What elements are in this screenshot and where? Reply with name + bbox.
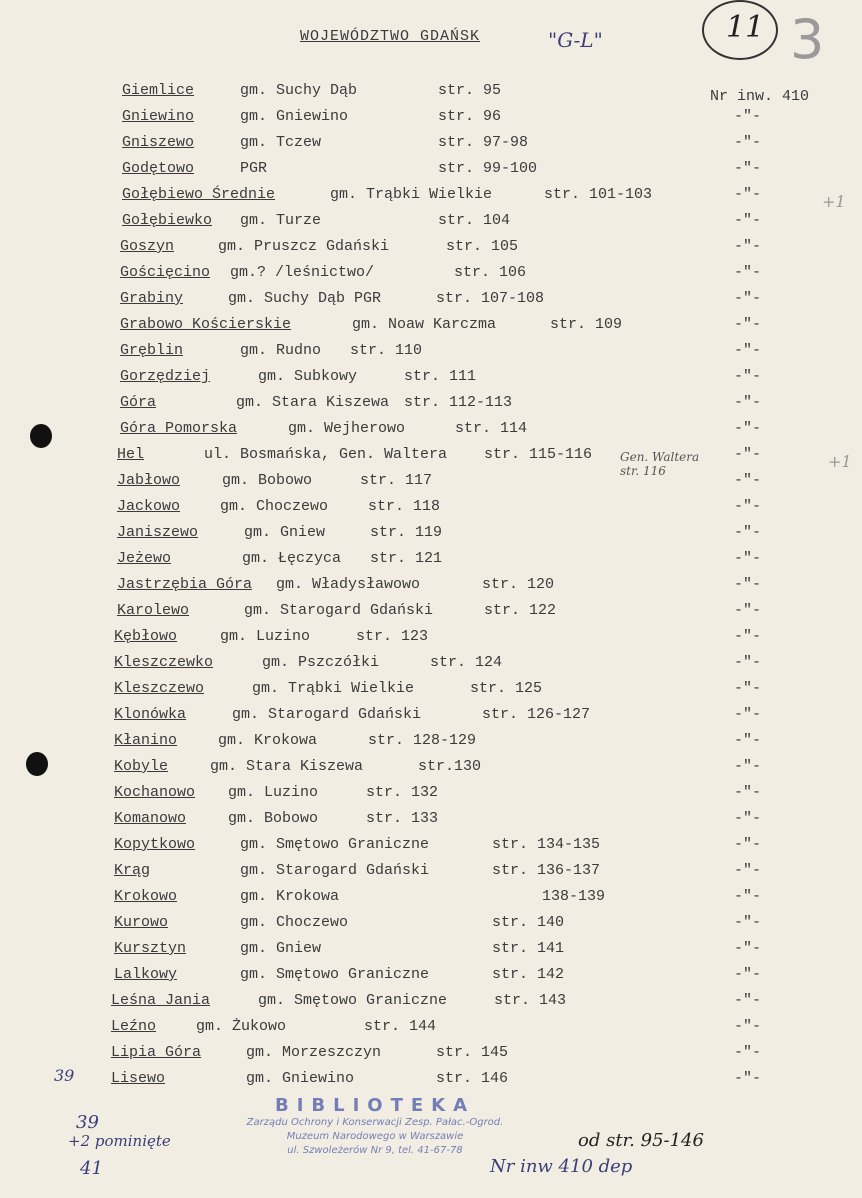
ditto-mark: -"-: [734, 498, 762, 515]
gmina: gm. Rudno: [240, 342, 322, 359]
page-ref: str. 128-129: [368, 732, 477, 749]
gmina: gm. Stara Kiszewa: [210, 758, 364, 775]
page-ref: 138-139: [542, 888, 606, 905]
ditto-mark: -"-: [734, 940, 762, 957]
gmina: gm. Pszczółki: [262, 654, 380, 671]
count-c: 41: [80, 1158, 103, 1179]
page-ref: str. 119: [370, 524, 443, 541]
page-ref: str. 106: [454, 264, 527, 281]
page-ref: str. 118: [368, 498, 441, 515]
list-item: [0, 680, 862, 706]
ditto-mark: -"-: [734, 914, 762, 931]
list-item: [0, 316, 862, 342]
place-name: Góra: [120, 394, 157, 411]
gmina: gm. Stara Kiszewa: [236, 394, 390, 411]
place-name: Krokowo: [114, 888, 178, 905]
gmina: gm. Łęczyca: [242, 550, 342, 567]
place-name: Gołębiewko: [122, 212, 213, 229]
ditto-mark: -"-: [734, 836, 762, 853]
page-ref: str. 123: [356, 628, 429, 645]
ditto-mark: -"-: [734, 758, 762, 775]
gmina: gm. Luzino: [220, 628, 311, 645]
ditto-mark: -"-: [734, 550, 762, 567]
ditto-mark: -"-: [734, 602, 762, 619]
page-ref: str. 111: [404, 368, 477, 385]
page-ref: str. 145: [436, 1044, 509, 1061]
list-item: [0, 940, 862, 966]
gmina: gm. Starogard Gdański: [240, 862, 430, 879]
list-item: [0, 238, 862, 264]
list-item: [0, 498, 862, 524]
place-name: Lisewo: [111, 1070, 166, 1087]
ditto-mark: -"-: [734, 732, 762, 749]
list-item: [0, 888, 862, 914]
place-name: Grabowo Kościerskie: [120, 316, 292, 333]
page-ref: str. 112-113: [404, 394, 513, 411]
page-ref: str. 144: [364, 1018, 437, 1035]
gmina: gm. Bobowo: [228, 810, 319, 827]
page-ref: str. 115-116: [484, 446, 593, 463]
gmina: gm. Trąbki Wielkie: [252, 680, 415, 697]
punch-hole: [26, 752, 48, 776]
place-name: Kursztyn: [114, 940, 187, 957]
circled-number: 11: [726, 10, 765, 45]
ditto-mark: -"-: [734, 862, 762, 879]
list-item: [0, 706, 862, 732]
count-a: 39: [76, 1112, 99, 1133]
list-item: [0, 212, 862, 238]
gmina: gm. Starogard Gdański: [232, 706, 422, 723]
place-name: Grabiny: [120, 290, 184, 307]
page-ref: str. 105: [446, 238, 519, 255]
page-ref: str. 99-100: [438, 160, 538, 177]
page-ref: str. 107-108: [436, 290, 545, 307]
ditto-mark: -"-: [734, 472, 762, 489]
ditto-mark: -"-: [734, 1044, 762, 1061]
page-ref: str. 114: [455, 420, 528, 437]
ditto-mark: -"-: [734, 654, 762, 671]
page-ref: str. 122: [484, 602, 557, 619]
gmina: gm. Władysławowo: [276, 576, 421, 593]
gmina: gm. Noaw Karczma: [352, 316, 497, 333]
place-name: Kochanowo: [114, 784, 196, 801]
stamp-line: Muzeum Narodowego w Warszawie: [286, 1131, 464, 1142]
place-name: Lipia Góra: [111, 1044, 202, 1061]
place-name: Krąg: [114, 862, 151, 879]
place-name: Gorzędziej: [120, 368, 211, 385]
list-item: [0, 1044, 862, 1070]
margin-count: 39: [54, 1066, 75, 1085]
gmina: gm. Choczewo: [220, 498, 329, 515]
page-ref: str.130: [418, 758, 482, 775]
page-title: [300, 28, 480, 45]
stamp-line: ul. Szwoleżerów Nr 9, tel. 41-67-78: [287, 1145, 463, 1156]
ditto-mark: -"-: [734, 992, 762, 1009]
place-name: Kleszczewo: [114, 680, 205, 697]
gmina: gm. Trąbki Wielkie: [330, 186, 493, 203]
ditto-mark: -"-: [734, 1070, 762, 1087]
list-item: [0, 264, 862, 290]
page-ref: str. 133: [366, 810, 439, 827]
gmina: gm. Subkowy: [258, 368, 358, 385]
margin-plus-one: +1: [828, 452, 852, 471]
page-ref: str. 134-135: [492, 836, 601, 853]
gmina: gm. Żukowo: [196, 1018, 287, 1035]
list-item: [0, 472, 862, 498]
ditto-mark: -"-: [734, 212, 762, 229]
page-ref: str. 101-103: [544, 186, 653, 203]
list-item: [0, 342, 862, 368]
page-ref: str. 96: [438, 108, 502, 125]
list-item: [0, 602, 862, 628]
page-ref: str. 124: [430, 654, 503, 671]
gmina: gm. Gniew: [240, 940, 322, 957]
place-name: Giemlice: [122, 82, 195, 99]
list-item: [0, 420, 862, 446]
page-ref: str. 95: [438, 82, 502, 99]
gmina: gm. Krokowa: [218, 732, 318, 749]
gmina: gm. Turze: [240, 212, 322, 229]
list-item: [0, 1018, 862, 1044]
list-item: [0, 550, 862, 576]
ditto-mark: -"-: [734, 342, 762, 359]
gmina: gm. Gniewino: [246, 1070, 355, 1087]
gmina: gm. Choczewo: [240, 914, 349, 931]
list-item: [0, 160, 862, 186]
place-name: Komanowo: [114, 810, 187, 827]
place-name: Kopytkowo: [114, 836, 196, 853]
page-ref: str. 140: [492, 914, 565, 931]
title-text: WOJEWÓDZTWO GDAŃSK: [300, 28, 481, 45]
page-ref: str. 104: [438, 212, 511, 229]
list-item: [0, 862, 862, 888]
list-item: [0, 810, 862, 836]
page-ref: str. 143: [494, 992, 567, 1009]
place-name: Hel: [117, 446, 145, 463]
page-ref: str. 120: [482, 576, 555, 593]
place-name: Kębłowo: [114, 628, 178, 645]
list-item: [0, 186, 862, 212]
ditto-mark: -"-: [734, 576, 762, 593]
ditto-mark: -"-: [734, 524, 762, 541]
ditto-mark: -"-: [734, 888, 762, 905]
list-item: [0, 1070, 862, 1096]
list-item: [0, 992, 862, 1018]
count-b: +2 pominięte: [68, 1132, 171, 1150]
list-item: [0, 758, 862, 784]
place-name: Godętowo: [122, 160, 195, 177]
place-name: Karolewo: [117, 602, 190, 619]
stamp-line: Zarządu Ochrony i Konserwacji Zesp. Pałac.-Ogrod.: [246, 1117, 504, 1128]
list-item: [0, 134, 862, 160]
place-name: Gręblin: [120, 342, 184, 359]
ditto-mark: -"-: [734, 290, 762, 307]
margin-plus-one: +1: [822, 192, 846, 211]
list-item: [0, 108, 862, 134]
list-item: [0, 654, 862, 680]
ditto-mark: -"-: [734, 810, 762, 827]
letter-range: "G-L": [548, 28, 603, 52]
ditto-mark: -"-: [734, 784, 762, 801]
place-name: Jabłowo: [117, 472, 181, 489]
ditto-mark: -"-: [734, 108, 762, 125]
list-item: [0, 82, 862, 108]
place-name: Gołębiewo Średnie: [122, 186, 276, 203]
gmina: gm. Pruszcz Gdański: [218, 238, 390, 255]
list-item: [0, 394, 862, 420]
stamp-title: BIBLIOTEKA: [274, 1095, 476, 1116]
place-name: Jeżewo: [117, 550, 172, 567]
gmina: gm. Morzeszczyn: [246, 1044, 382, 1061]
list-item: [0, 784, 862, 810]
page-ref: str. 117: [360, 472, 433, 489]
place-name: Gościęcino: [120, 264, 211, 281]
list-item: [0, 576, 862, 602]
ditto-mark: -"-: [734, 186, 762, 203]
gmina: gm. Suchy Dąb: [240, 82, 358, 99]
place-name: Kleszczewko: [114, 654, 214, 671]
place-name: Leźno: [111, 1018, 157, 1035]
gmina: gm. Smętowo Graniczne: [258, 992, 448, 1009]
list-item: [0, 836, 862, 862]
ditto-mark: -"-: [734, 446, 762, 463]
page-ref: str. 132: [366, 784, 439, 801]
inventory-number: Nr inw. 410: [710, 88, 810, 105]
ditto-mark: -"-: [734, 680, 762, 697]
punch-hole: [30, 424, 52, 448]
dep-note: Nr inw 410 dep: [490, 1156, 633, 1177]
range-note: od str. 95-146: [578, 1130, 704, 1151]
place-name: Leśna Jania: [111, 992, 211, 1009]
ditto-mark: -"-: [734, 160, 762, 177]
library-stamp: [240, 1095, 510, 1158]
place-name: Janiszewo: [117, 524, 199, 541]
gmina: gm. Tczew: [240, 134, 322, 151]
page-ref: str. 141: [492, 940, 565, 957]
list-item: [0, 290, 862, 316]
gmina: gm. Smętowo Graniczne: [240, 966, 430, 983]
place-name: Kobyle: [114, 758, 169, 775]
gmina: gm. Gniew: [244, 524, 326, 541]
place-name: Kurowo: [114, 914, 169, 931]
page-ref: str. 142: [492, 966, 565, 983]
ditto-mark: -"-: [734, 134, 762, 151]
place-name: Gniewino: [122, 108, 195, 125]
ditto-mark: -"-: [734, 628, 762, 645]
list-item: [0, 628, 862, 654]
page-number: 3: [790, 8, 825, 71]
place-name: Klonówka: [114, 706, 187, 723]
list-item: [0, 368, 862, 394]
gmina: gm. Starogard Gdański: [244, 602, 434, 619]
ditto-mark: -"-: [734, 966, 762, 983]
page-ref: str. 121: [370, 550, 443, 567]
gmina: PGR: [240, 160, 268, 177]
ditto-mark: -"-: [734, 394, 762, 411]
page-ref: str. 125: [470, 680, 543, 697]
ditto-mark: -"-: [734, 238, 762, 255]
place-name: Góra Pomorska: [120, 420, 238, 437]
place-name: Jastrzębia Góra: [117, 576, 253, 593]
page-ref: str. 97-98: [438, 134, 529, 151]
list-item: [0, 732, 862, 758]
place-name: Gniszewo: [122, 134, 195, 151]
ditto-mark: -"-: [734, 368, 762, 385]
page-ref: str. 146: [436, 1070, 509, 1087]
page-ref: str. 110: [350, 342, 423, 359]
ditto-mark: -"-: [734, 420, 762, 437]
gmina: gm.? /leśnictwo/: [230, 264, 375, 281]
page-ref: str. 136-137: [492, 862, 601, 879]
gmina: gm. Luzino: [228, 784, 319, 801]
gmina: gm. Suchy Dąb PGR: [228, 290, 382, 307]
gmina: gm. Smętowo Graniczne: [240, 836, 430, 853]
place-name: Jackowo: [117, 498, 181, 515]
page-ref: str. 126-127: [482, 706, 591, 723]
ditto-mark: -"-: [734, 1018, 762, 1035]
place-name: Goszyn: [120, 238, 175, 255]
list-item: [0, 524, 862, 550]
ditto-mark: -"-: [734, 706, 762, 723]
list-item: [0, 446, 862, 472]
ditto-mark: -"-: [734, 316, 762, 333]
list-item: [0, 966, 862, 992]
gmina: ul. Bosmańska, Gen. Waltera: [204, 446, 448, 463]
gmina: gm. Bobowo: [222, 472, 313, 489]
gmina: gm. Gniewino: [240, 108, 349, 125]
gmina: gm. Krokowa: [240, 888, 340, 905]
list-item: [0, 914, 862, 940]
gmina: gm. Wejherowo: [288, 420, 406, 437]
hel-note: Gen. Waltera str. 116: [620, 450, 700, 478]
ditto-mark: -"-: [734, 264, 762, 281]
place-name: Kłanino: [114, 732, 178, 749]
page-ref: str. 109: [550, 316, 623, 333]
place-name: Lalkowy: [114, 966, 178, 983]
